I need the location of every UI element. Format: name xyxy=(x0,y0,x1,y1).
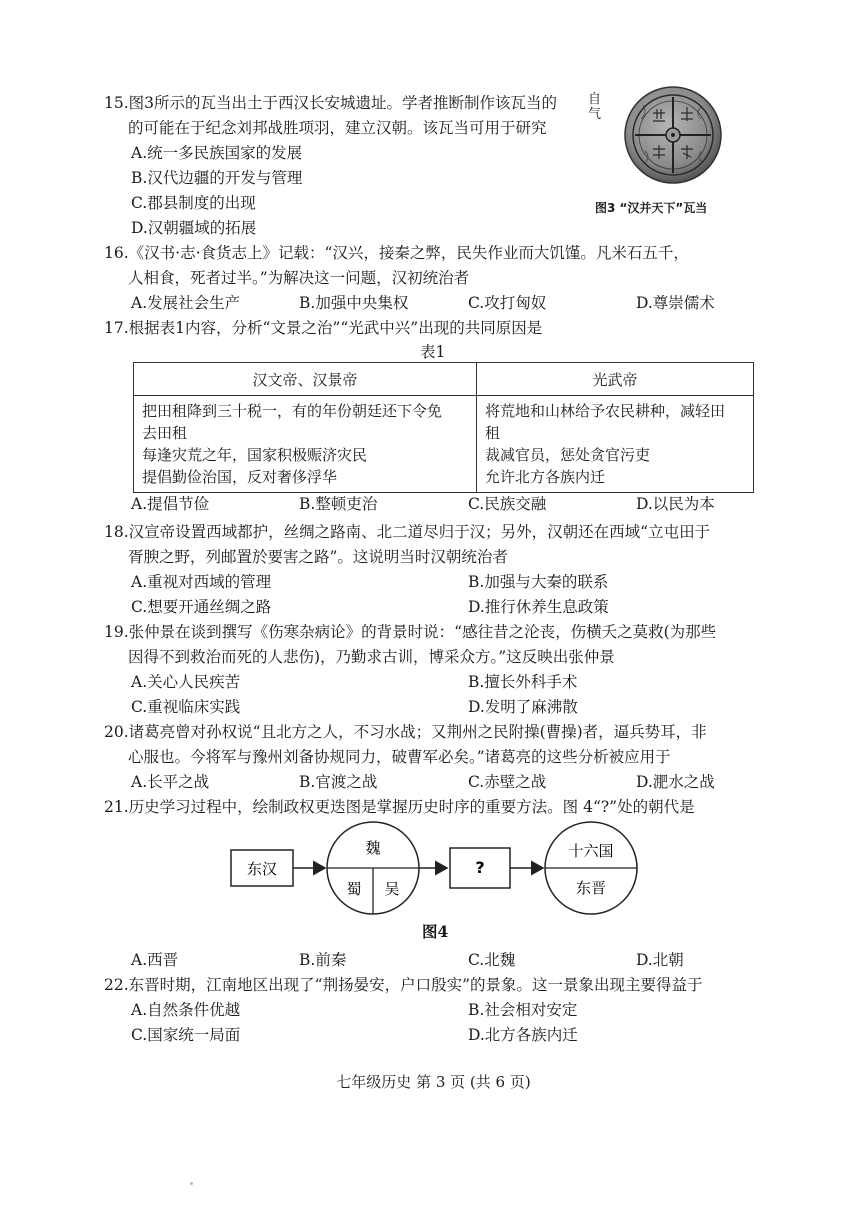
q21-option-a: A.西晋 xyxy=(131,951,179,969)
q20-option-b: B.官渡之战 xyxy=(299,773,378,791)
table-cell-wenjing xyxy=(134,396,477,493)
side-char-1: 自 xyxy=(588,92,602,107)
image-side-text xyxy=(588,92,602,122)
q17-option-c: C.民族交融 xyxy=(468,495,547,513)
label-eastern-jin: 东晋 xyxy=(575,879,607,897)
table-header-row xyxy=(134,363,754,396)
q21-option-b: B.前秦 xyxy=(299,951,347,969)
q18-option-a: A.重视对西域的管理 xyxy=(131,573,272,591)
q18-option-d: D.推行休养生息政策 xyxy=(468,598,609,616)
cell-line: 租 xyxy=(485,424,501,442)
roof-tile-image xyxy=(623,85,723,185)
q19-option-c: C.重视临床实践 xyxy=(131,698,241,716)
cell-line: 将荒地和山林给予农民耕种，减轻田 xyxy=(485,402,726,420)
cell-line: 把田租降到三十税一，有的年份朝廷还下令免 xyxy=(142,402,443,420)
cell-line: 去田租 xyxy=(142,424,188,442)
q22-option-a: A.自然条件优越 xyxy=(131,1001,241,1019)
q15-option-d: D.汉朝疆域的拓展 xyxy=(131,219,257,237)
q18-stem-line2: 胥腴之野，列邮置於要害之路”。这说明当时汉朝统治者 xyxy=(128,548,508,566)
table1-title: 表1 xyxy=(420,343,446,361)
q17-option-b: B.整顿吏治 xyxy=(299,495,378,513)
q20-stem-line2: 心服也。今将军与豫州刘备协规同力，破曹军必矣。”诸葛亮的这些分析被应用于 xyxy=(128,748,671,766)
q17-option-d: D.以民为本 xyxy=(636,495,715,513)
q21-option-c: C.北魏 xyxy=(468,951,516,969)
q19-stem-line1: 19.张仲景在谈到撰写《伤寒杂病论》的背景时说：“感往昔之沦丧，伤横夭之莫救(为那些 xyxy=(104,623,717,641)
q17-stem: 17.根据表1内容，分析“文景之治”“光武中兴”出现的共同原因是 xyxy=(104,319,543,337)
q20-option-c: C.赤壁之战 xyxy=(468,773,547,791)
table-header-guangwu: 光武帝 xyxy=(477,363,754,396)
q16-stem-line2: 人相食，死者过半。”为解决这一问题，汉初统治者 xyxy=(128,269,470,287)
q15-stem-line1: 15.图3所示的瓦当出土于西汉长安城遗址。学者推断制作该瓦当的 xyxy=(104,94,558,112)
q19-option-d: D.发明了麻沸散 xyxy=(468,698,578,716)
label-sixteen-kingdoms: 十六国 xyxy=(568,842,614,860)
cell-line: 提倡勤俭治国，反对奢侈浮华 xyxy=(142,468,338,486)
table-cell-guangwu xyxy=(477,396,754,493)
figure4-caption: 图4 xyxy=(422,922,449,941)
q19-option-a: A.关心人民疾苦 xyxy=(131,673,241,691)
q20-option-d: D.淝水之战 xyxy=(636,773,715,791)
table-row xyxy=(134,396,754,493)
q15-option-c: C.郡县制度的出现 xyxy=(131,194,256,212)
q21-stem: 21.历史学习过程中，绘制政权更迭图是掌握历史时序的重要方法。图 4“?”处的朝代是 xyxy=(104,798,695,816)
q22-stem: 22.东晋时期，江南地区出现了“荆扬晏安，户口殷实”的景象。这一景象出现主要得益于 xyxy=(104,976,703,994)
q22-option-d: D.北方各族内迁 xyxy=(468,1026,578,1044)
q20-option-a: A.长平之战 xyxy=(131,773,210,791)
q19-option-b: B.擅长外科手术 xyxy=(468,673,578,691)
q15-option-b: B.汉代边疆的开发与管理 xyxy=(131,169,303,187)
cell-line: 允许北方各族内迁 xyxy=(485,468,606,486)
q18-stem-line1: 18.汉宣帝设置西域都护，丝绸之路南、北二道尽归于汉；另外，汉朝还在西域“立屯田于 xyxy=(104,523,711,541)
q17-option-a: A.提倡节俭 xyxy=(131,495,210,513)
q22-option-b: B.社会相对安定 xyxy=(468,1001,578,1019)
side-char-2: 气 xyxy=(588,107,602,122)
cell-line: 每逢灾荒之年，国家积极赈济灾民 xyxy=(142,446,368,464)
q21-option-d: D.北朝 xyxy=(636,951,684,969)
q19-stem-line2: 因得不到救治而死的人悲伤)，乃勤求古训，博采众方。”这反映出张仲景 xyxy=(128,648,615,666)
figure4-diagram xyxy=(225,818,665,928)
label-wei: 魏 xyxy=(365,839,381,857)
label-shu: 蜀 xyxy=(346,880,362,898)
q18-option-b: B.加强与大秦的联系 xyxy=(468,573,609,591)
table-header-wenjing: 汉文帝、汉景帝 xyxy=(134,363,477,396)
page-footer: 七年级历史 第 3 页 (共 6 页) xyxy=(336,1073,531,1091)
q18-option-c: C.想要开通丝绸之路 xyxy=(131,598,272,616)
q16-option-c: C.攻打匈奴 xyxy=(468,294,547,312)
q16-option-a: A.发展社会生产 xyxy=(131,294,241,312)
q15-option-a: A.统一多民族国家的发展 xyxy=(131,144,303,162)
table-1 xyxy=(133,362,754,493)
q20-stem-line1: 20.诸葛亮曾对孙权说“且北方之人，不习水战；又荆州之民附操(曹操)者，逼兵势耳，非 xyxy=(104,723,707,741)
q16-option-b: B.加强中央集权 xyxy=(299,294,409,312)
q15-stem-line2: 的可能在于纪念刘邦战胜项羽，建立汉朝。该瓦当可用于研究 xyxy=(128,119,547,137)
scan-speck xyxy=(190,1182,193,1185)
label-wu: 吴 xyxy=(384,880,400,898)
q16-stem-line1: 16.《汉书·志·食货志上》记载：“汉兴，接秦之弊，民失作业而大饥馑。凡米石五千， xyxy=(104,244,689,262)
cell-line: 裁减官员，惩处贪官污吏 xyxy=(485,446,651,464)
box-eastern-han-label: 东汉 xyxy=(246,860,278,878)
box-unknown-label: ? xyxy=(475,858,485,877)
q16-option-d: D.尊崇儒术 xyxy=(636,294,715,312)
q22-option-c: C.国家统一局面 xyxy=(131,1026,241,1044)
figure3-caption: 图3 “汉并天下”瓦当 xyxy=(595,201,708,215)
